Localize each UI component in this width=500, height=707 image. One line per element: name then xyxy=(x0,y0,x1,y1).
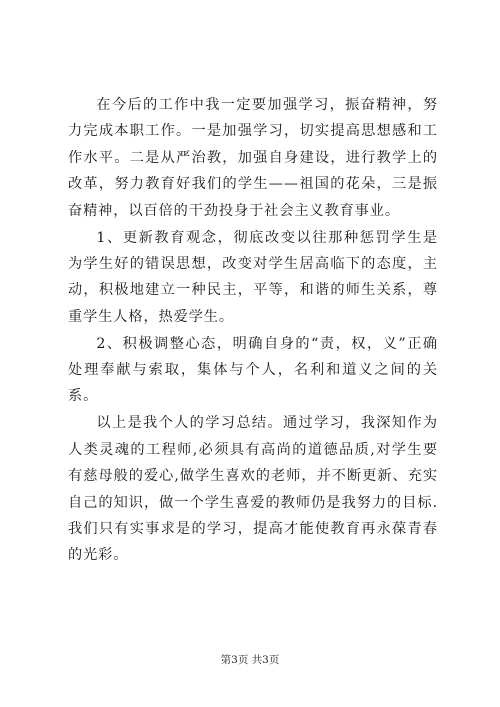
paragraph-intro: 在今后的工作中我一定要加强学习，振奋精神，努力完成本职工作。一是加强学习，切实提高思想感和工作水平。二是从严治教，加强自身建设，进行教学上的改革，努力教育好我们的学生——祖国的花朵，三是振奋精神，以百倍的干劲投身于社会主义教育事业。 xyxy=(68,97,438,219)
page-footer: 第3页 共3页 xyxy=(220,654,280,666)
paragraph-point-2: 2、积极调整心态，明确自身的“责，权，义”正确处理奉献与索取，集体与个人，名利和道义之间的关系。 xyxy=(68,335,438,405)
paragraph-conclusion: 以上是我个人的学习总结。通过学习，我深知作为人类灵魂的工程师,必须具有高尚的道德品质,对学生要有慈母般的爱心,做学生喜欢的老师，并不断更新、充实自己的知识，做一个学生喜爱的教师仍是我努力的目标.我们只有实事求是的学习，提高才能使教育再永葆青春的光彩。 xyxy=(68,415,438,564)
document-body xyxy=(68,92,438,569)
paragraph-point-1: 1、更新教育观念，彻底改变以往那种惩罚学生是为学生好的错误思想，改变对学生居高临下的态度，主动，积极地建立一种民主，平等，和谐的师生关系，尊重学生人格，热爱学生。 xyxy=(68,229,438,325)
